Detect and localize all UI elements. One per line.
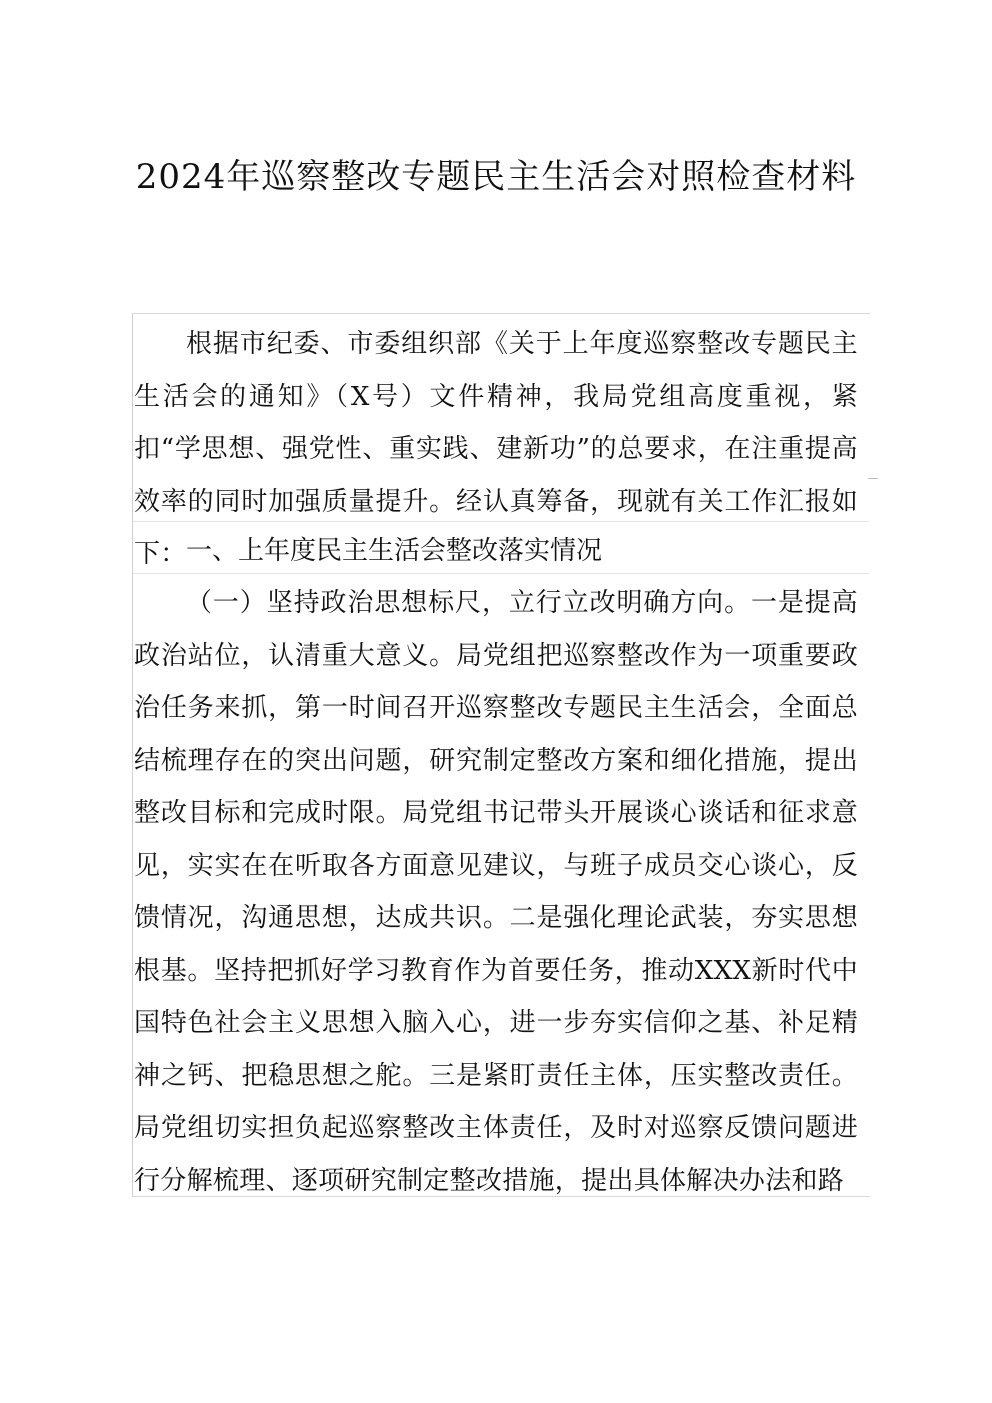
frame-edge-mark [868, 478, 878, 479]
section-paragraph: （一）坚持政治思想标尺，立行立改明确方向。一是提高政治站位，认清重大意义。局党组把巡察整改作为一项重要政治任务来抓，第一时间召开巡察整改专题民主生活会，全面总结梳理存在的突出问题，研究制定整改方案和细化措施，提出整改目标和完成时限。局党组书记带头开展谈心谈话和征求意见，实实在在听取各方面意见建议，与班子成员交心谈心，反馈情况，沟通思想，达成共识。二是强化理论武装，夯实思想根基。坚持把抓好学习教育作为首要任务，推动XXX新时代中国特色社会主义思想入脑入心，进一步夯实信仰之基、补足精神之钙、把稳思想之舵。三是紧盯责任主体，压实整改责任。局党组切实担负起巡察整改主体责任，及时对巡察反馈问题进行分解梳理、逐项研究制定整改措施，提出具体解决办法和路 [134, 588, 858, 1196]
divider-line [133, 521, 869, 522]
intro-paragraph: 根据市纪委、市委组织部《关于上年度巡察整改专题民主生活会的通知》（X号）文件精神，我局党组高度重视，紧扣“学思想、强党性、重实践、建新功”的总要求，在注重提高效率的同时加强质量提升。经认真筹备，现就有关工作汇报如下： [134, 329, 858, 569]
divider-line [133, 573, 869, 574]
section-heading: 一、上年度民主生活会整改落实情况 [186, 536, 603, 566]
document-title: 2024年巡察整改专题民主生活会对照检查材料 [135, 157, 857, 197]
